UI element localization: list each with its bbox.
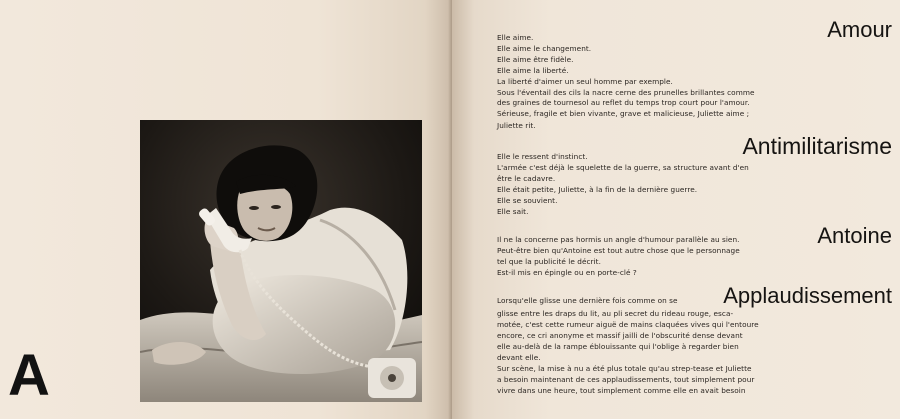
text-line: Il ne la concerne pas hormis un angle d'humour parallèle au sien.: [497, 235, 740, 244]
text-line: devant elle.: [497, 353, 541, 362]
heading-applaudissement: Applaudissement: [723, 283, 892, 308]
text-line: Juliette rit.: [497, 121, 536, 130]
text-line: Elle se souvient.: [497, 196, 558, 205]
text-line: motée, c'est cette rumeur aiguë de mains claquées vives qui l'entoure: [497, 320, 759, 329]
text-line: glisse entre les draps du lit, au pli secret du rideau rouge, esca-: [497, 309, 734, 318]
text-line: Lorsqu'elle glisse une dernière fois comme on se: [497, 296, 678, 305]
heading-amour: Amour: [827, 17, 892, 42]
photo-illustration: [140, 120, 422, 402]
text-line: Sous l'éventail des cils la nacre cerne des prunelles brillantes comme: [497, 88, 755, 97]
text-line: tel que la publicité le décrit.: [497, 257, 601, 266]
heading-antimilitarisme: Antimilitarisme: [742, 133, 892, 159]
section-letter: A: [8, 343, 50, 408]
text-line: Elle aime la liberté.: [497, 66, 569, 75]
text-line: La liberté d'aimer un seul homme par exemple.: [497, 77, 673, 86]
text-line: Elle sait.: [497, 207, 529, 216]
text-line: Elle le ressent d'instinct.: [497, 152, 588, 161]
text-line: encore, ce cri anonyme et massif jailli de l'obscurité dense devant: [497, 331, 743, 340]
text-line: Elle était petite, Juliette, à la fin de la dernière guerre.: [497, 185, 698, 194]
text-line: elle au-delà de la rampe éblouissante qui l'oblige à regarder bien: [497, 342, 739, 351]
text-line: Est-il mis en épingle ou en porte-clé ?: [497, 268, 637, 277]
text-line: L'armée c'est déjà le squelette de la guerre, sa structure avant d'en: [497, 163, 749, 172]
text-line: Sur scène, la mise à nu a été plus totale qu'au strep-tease et Juliette: [497, 364, 752, 373]
text-line: Sérieuse, fragile et bien vivante, grave et malicieuse, Juliette aime ;: [497, 109, 750, 118]
text-line: Elle aime.: [497, 33, 534, 42]
photo-woman-on-telephone: [140, 120, 422, 402]
text-line: vivre dans une heure, tout simplement comme elle en avait besoin: [497, 386, 746, 395]
text-line: Elle aime le changement.: [497, 44, 592, 53]
text-line: Peut-être bien qu'Antoine est tout autre chose que le personnage: [497, 246, 740, 255]
text-line: Elle aime être fidèle.: [497, 55, 574, 64]
text-line: des graines de tournesol au reflet du temps trop court pour l'amour.: [497, 98, 750, 107]
text-line: a besoin maintenant de ces applaudissements, tout simplement pour: [497, 375, 755, 384]
heading-antoine: Antoine: [817, 223, 892, 248]
text-line: être le cadavre.: [497, 174, 556, 183]
